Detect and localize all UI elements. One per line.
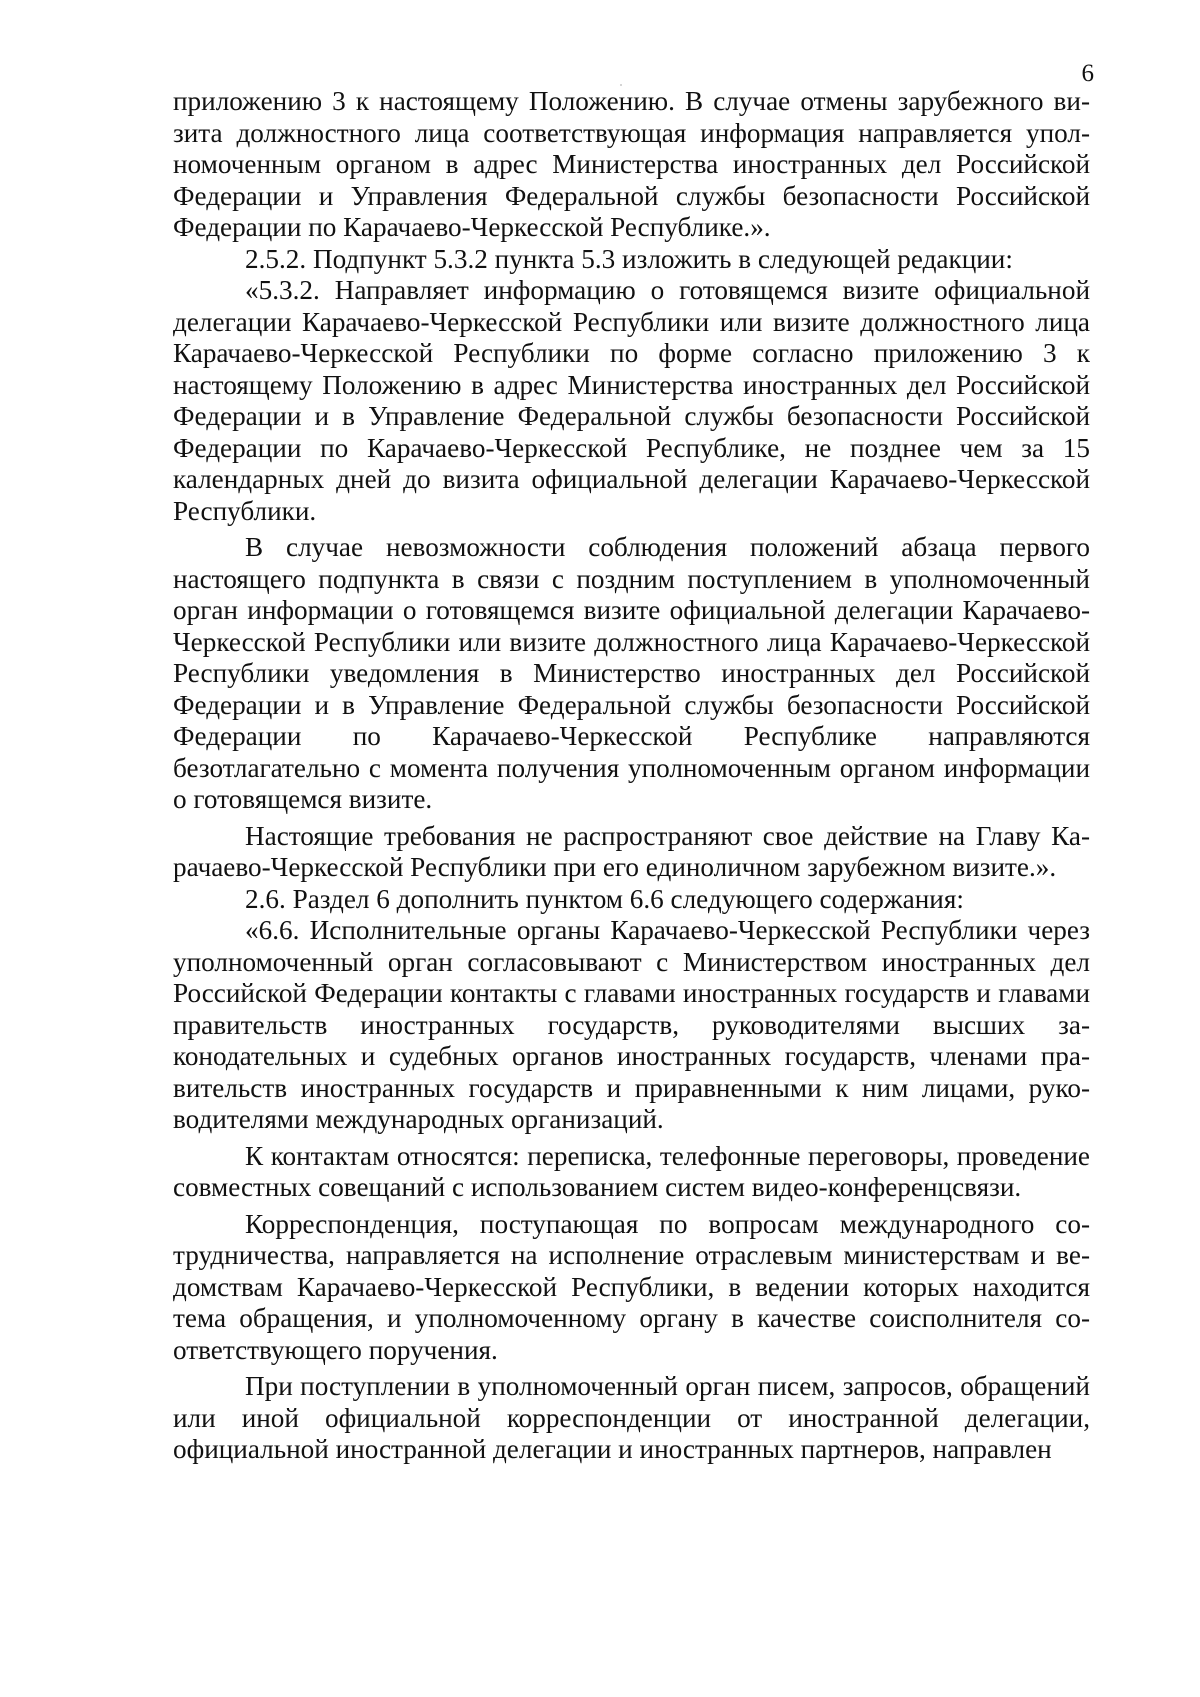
paragraph-clause-6-6: «6.6. Исполнительные органы Карачаево-Черкесской Республики через уполномоченный орган согласовывают с Министерством иностранных дел Российской Федерации контакты с главами иностранных государств и главами правительств иностранных государств, руководителями высших законодательных и судебных органов иностранных государств, членами правительств иностранных государств и приравненными к ним лицами, руководителями международных организаций. [173, 915, 1090, 1134]
document-body [173, 86, 1090, 1466]
page-number: 6 [1081, 60, 1094, 87]
paragraph-subclause-5-3-2: «5.3.2. Направляет информацию о готовящемся визите официальной делегации Карачаево-Черкесской Республики или визите должностного лица Карачаево-Черкесской Республики по форме согласно приложению 3 к настоящему Положению в адрес Министерства иностранных дел Российской Федерации и в Управление Федеральной службы безопасности Российской Федерации по Карачаево-Черкесской Республике, не позднее чем за 15 календарных дней до визита официальной делегации Карачаево-Черкесской Республики. [173, 275, 1090, 526]
paragraph-contacts: К контактам относятся: переписка, телефонные переговоры, проведение совместных совещаний с использованием систем видео-конференцсвязи. [173, 1140, 1090, 1202]
paragraph-incoming-letters: При поступлении в уполномоченный орган писем, запросов, обращений или иной официальной корреспонденции от иностранной делегации, официальной иностранной делегации и иностранных партнеров, направлен [173, 1371, 1090, 1464]
paragraph-clause-2-5-2: 2.5.2. Подпункт 5.3.2 пункта 5.3 изложить в следующей редакции: [245, 243, 1013, 274]
paragraph-clause-2-6: 2.6. Раздел 6 дополнить пунктом 6.6 следующего содержания: [245, 883, 964, 914]
paragraph-continuation: приложению 3 к настоящему Положению. В случае отмены зарубежного визита должностного лица соответствующая информация направляется уполномоченным органом в адрес Министерства иностранных дел Российской Федерации и Управления Федеральной службы безопасности Российской Федерации по Карачаево-Черкесской Республике.». [173, 86, 1090, 242]
paragraph-exception: В случае невозможности соблюдения положений абзаца первого настоящего подпункта в связи с поздним поступлением в уполномоченный орган информации о готовящемся визите официальной делегации Карачаево-Черкесской Республики или визите должностного лица Карачаево-Черкесской Республики уведомления в Министерство иностранных дел Российской Федерации и в Управление Федеральной службы безопасности Российской Федерации по Карачаево-Черкесской Республике направляются безотлагательно с момента получения уполномоченным органом информации о готовящемся визите. [173, 532, 1090, 814]
paragraph-correspondence: Корреспонденция, поступающая по вопросам международного сотрудничества, направляется на исполнение отраслевым министерствам и ведомствам Карачаево-Черкесской Республики, в ведении которых находится тема обращения, и уполномоченному органу в качестве соисполнителя соответствующего поручения. [173, 1208, 1090, 1365]
paragraph-requirements-scope: Настоящие требования не распространяют свое действие на Главу Карачаево-Черкесской Республики при его единоличном зарубежном визите.». [173, 820, 1090, 882]
